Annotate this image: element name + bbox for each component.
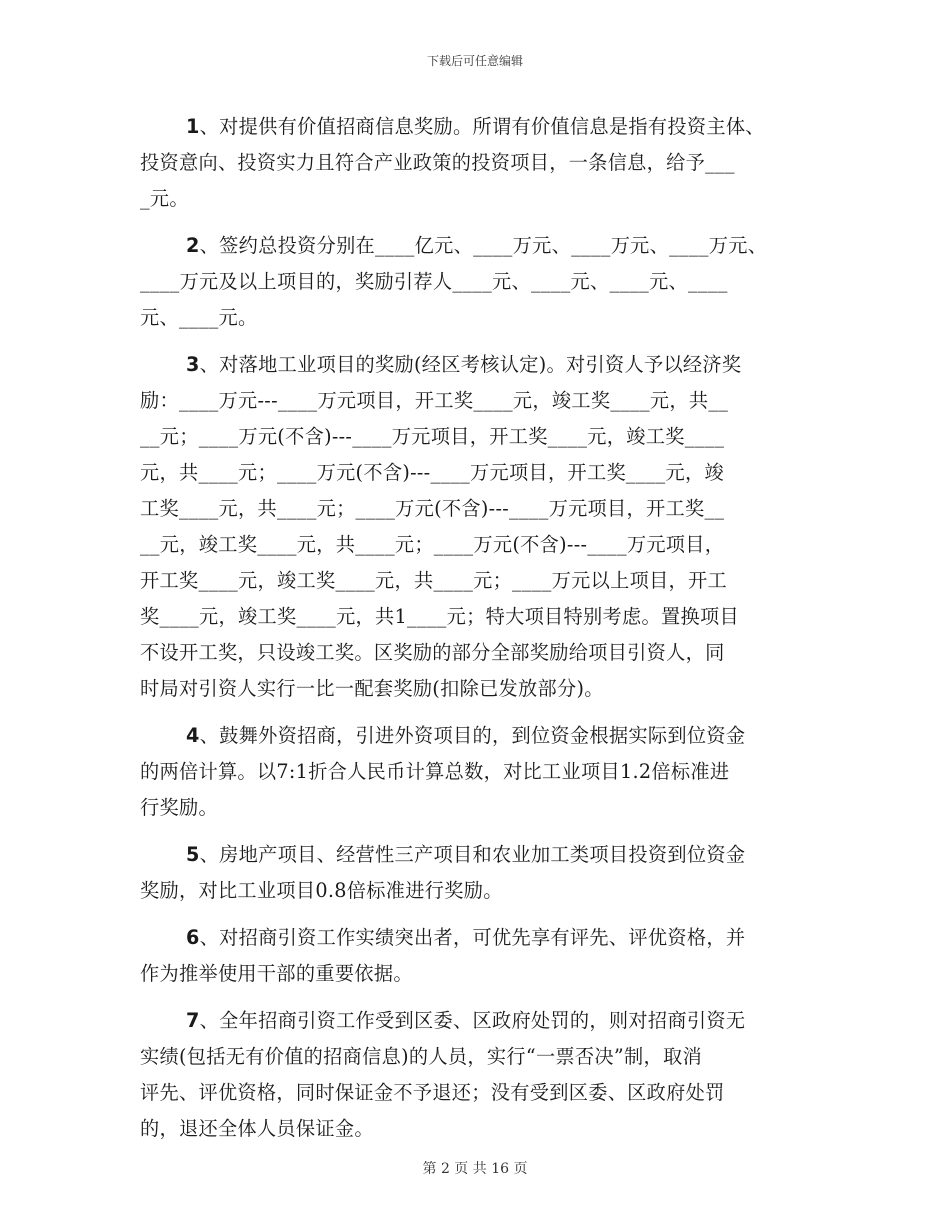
paragraph-6 <box>140 920 812 992</box>
paragraph-line: __元；____万元(不含)---____万元项目，开工奖____元，竣工奖____ <box>140 425 725 448</box>
paragraph-number: 1 <box>186 115 200 138</box>
paragraph-line: _元。 <box>140 187 189 210</box>
paragraph-line: 开工奖____元，竣工奖____元，共____元；____万元以上项目，开工 <box>140 569 728 592</box>
paragraph-line: 奖____元，竣工奖____元，共1____元；特大项目特别考虑。置换项目 <box>140 605 739 628</box>
page-number-footer: 第 2 页 共 16 页 <box>422 1161 528 1177</box>
paragraph-line: 励：____万元---____万元项目，开工奖____元，竣工奖____元，共__ <box>140 389 729 412</box>
paragraph-line: 的，退还全体人员保证金。 <box>140 1117 374 1140</box>
paragraph-line: 工奖____元，共____元；____万元(不含)---____万元项目，开工奖__ <box>140 497 725 520</box>
document-body <box>140 109 812 1158</box>
paragraph-line: 实绩(包括无有价值的招商信息)的人员，实行“一票否决”制，取消 <box>140 1045 702 1068</box>
paragraph-line: 作为推举使用干部的重要依据。 <box>140 962 413 985</box>
paragraph-line: ____万元及以上项目的，奖励引荐人____元、____元、____元、____ <box>140 270 728 293</box>
paragraph-line: 时局对引资人实行一比一配套奖励(扣除已发放部分)。 <box>140 677 604 700</box>
paragraph-line: 3、对落地工业项目的奖励(经区考核认定)。对引资人予以经济奖 <box>186 353 742 376</box>
paragraph-line: 6、对招商引资工作实绩突出者，可优先享有评先、评优资格，并 <box>186 926 746 949</box>
paragraph-2 <box>140 228 812 336</box>
paragraph-1 <box>140 109 812 217</box>
paragraph-line: 1、对提供有价值招商信息奖励。所谓有价值信息是指有投资主体、 <box>186 115 765 138</box>
paragraph-line: 7、全年招商引资工作受到区委、区政府处罚的，则对招商引资无 <box>186 1009 746 1032</box>
paragraph-line: 元、____元。 <box>140 306 258 329</box>
paragraph-line: __元，竣工奖____元，共____元；____万元(不含)---____万元项目， <box>140 533 725 556</box>
paragraph-number: 5 <box>186 843 200 866</box>
paragraph-line: 5、房地产项目、经营性三产项目和农业加工类项目投资到位资金 <box>186 843 746 866</box>
paragraph-line: 4、鼓舞外资招商，引进外资项目的，到位资金根据实际到位资金 <box>186 724 746 747</box>
paragraph-line: 2、签约总投资分别在____亿元、____万元、____万元、____万元、 <box>186 234 768 257</box>
paragraph-line: 行奖励。 <box>140 796 218 819</box>
paragraph-3 <box>140 347 812 707</box>
paragraph-number: 2 <box>186 234 200 257</box>
paragraph-line: 的两倍计算。以7:1折合人民币计算总数，对比工业项目1.2倍标准进 <box>140 760 730 783</box>
paragraph-4 <box>140 718 812 826</box>
paragraph-5 <box>140 837 812 909</box>
paragraph-line: 投资意向、投资实力且符合产业政策的投资项目，一条信息，给予___ <box>140 151 735 174</box>
paragraph-number: 6 <box>186 926 200 949</box>
page-header-note: 下载后可任意编辑 <box>426 54 523 68</box>
paragraph-line: 元，共____元；____万元(不含)---____万元项目，开工奖____元，竣 <box>140 461 724 484</box>
paragraph-number: 3 <box>186 353 200 376</box>
paragraph-number: 4 <box>186 724 200 747</box>
paragraph-line: 评先、评优资格，同时保证金不予退还；没有受到区委、区政府处罚 <box>140 1081 725 1104</box>
paragraph-line: 不设开工奖，只设竣工奖。区奖励的部分全部奖励给项目引资人，同 <box>140 641 725 664</box>
paragraph-line: 奖励，对比工业项目0.8倍标准进行奖励。 <box>140 879 503 902</box>
paragraph-number: 7 <box>186 1009 200 1032</box>
paragraph-7 <box>140 1003 812 1147</box>
